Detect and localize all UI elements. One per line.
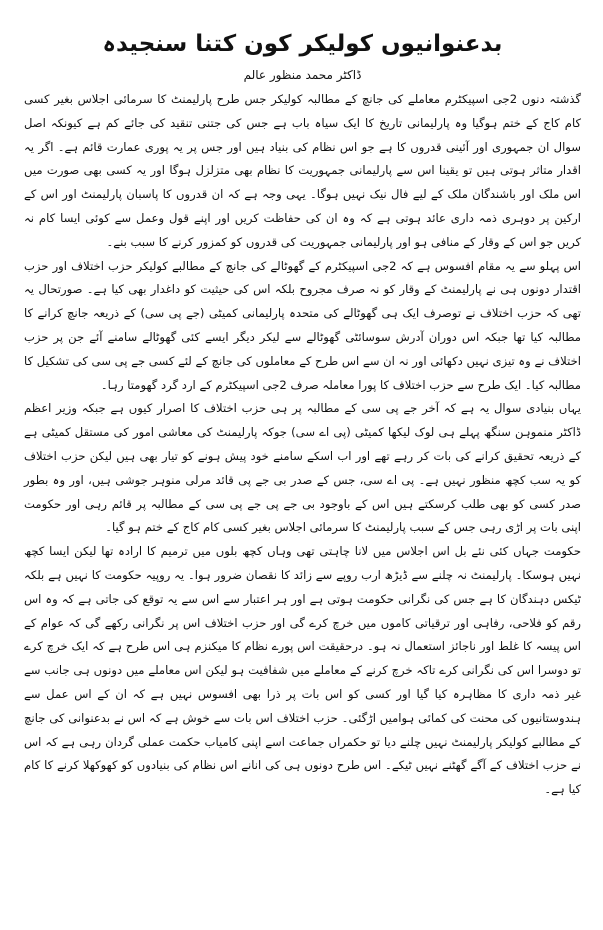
article-author: ڈاکٹر محمد منظور عالم (243, 68, 362, 82)
article-title: بدعنوانیوں کولیکر کون کتنا سنجیدہ (102, 31, 503, 57)
article-paragraph-2: اس پہلو سے یہ مقام افسوس ہے کہ 2جی اسپیکٹرم کے گھوٹالے کی جانچ کے مطالبے کولیکر حزب اختلاف اور حزب اقتدار دونوں ہی نے پارلیمنٹ کے وقار کو نہ صرف مجروح بلکہ اس کی حیثیت کو داغدار بھی کیا ہے۔ صورتحال یہ تھی کہ حزب اختلاف نے توصرف ایک ہی گھوٹالے کی متحدہ پارلیمانی کمیٹی (جے پی سی) کے ذریعہ جانچ کرانے کا مطالبہ کیا تھا جبکہ اس دوران آدرش سوسائٹی گھوٹالے سے لیکر دیگر ایسے کئی گھوٹالے سامنے آئے جن پر حزب اختلاف نے وہ تیزی نہیں دکھائی اور نہ ان سے اس طرح کے معاملوں کی جانچ کے لئے کسی جے پی سی کی تشکیل کا مطالبہ کیا۔ ایک طرح سے حزب اختلاف کا پورا معاملہ صرف 2جی اسپیکٹرم کے ارد گرد گھومتا رہا۔ (23, 258, 581, 392)
article-paragraph-4: حکومت جہاں کئی نئے بل اس اجلاس میں لانا چاہتی تھی وہاں کچھ بلوں میں ترمیم کا ارادہ تھا لیکن ایسا کچھ نہیں ہوسکا۔ پارلیمنٹ نہ چلنے سے ڈیڑھ ارب روپے سے زائد کا نقصان ضرور ہوا۔ یہ روپیہ حکومت کا نہیں ہے بلکہ ٹیکس دہندگان کا ہے جس کی نگرانی حکومت ہوتی ہے اور ہر اعتبار سے اس سے یہ توقع کی جاتی ہے کہ وہ اس رقم کو فلاحی، رفاہی اور ترقیاتی کاموں میں خرچ کرے گی اور حزب اختلاف اس پر نگرانی رکھے گی کہ عوام کے اس پیسہ کا غلط اور ناجائز استعمال نہ ہو۔ درحقیقت اس پورے نظام کا میکنزم ہی اس طرح ہے کہ ایک خرچ کرے تو دوسرا اس کی نگرانی کرے تاکہ خرچ کرنے کے معاملے میں شفافیت ہو لیکن اس معاملے میں دونوں ہی جانب سے غیر ذمہ داری کا مظاہرہ کیا گیا اور کسی کو اس بات پر ذرا بھی افسوس نہیں ہے کہ ان کے اس عمل سے ہندوستانیوں کی محنت کی کمائی ہوامیں اڑگئی۔ حزب اختلاف اس بات سے خوش ہے کہ اس نے بدعنوانی کی جانچ کے مطالبے کولیکر پارلیمنٹ نہیں چلنے دیا تو حکمراں جماعت اسے اپنی کامیاب حکمت عملی گردان رہی ہے کہ اس نے حزب اختلاف کے آگے گھٹنے نہیں ٹیکے۔ اس طرح دونوں ہی کی انانے اس نظام کی بنیادوں کو کھوکھلا کرنے کا کام کیا ہے۔ (24, 544, 581, 797)
article-paragraph-1: گذشتہ دنوں 2جی اسپیکٹرم معاملے کی جانچ کے مطالبہ کولیکر جس طرح پارلیمنٹ کا سرمائی اجلاس بغیر کسی کام کاج کے ختم ہوگیا وہ پارلیمانی تاریخ کا ایک سیاہ باب ہے جس کی جتنی تنقید کی جائے کم ہے کیونکہ اصل سوال ان جمہوری اور آئینی قدروں کا ہے جو اس نظام کی بنیاد ہیں اور جس پر یہ پوری عمارت قائم ہے۔ اگر یہ اقدار متاثر ہوتی ہیں تو یقینا اس سے پارلیمانی جمہوریت کا نظام بھی متزلزل ہوگا اور یہ کسی بھی صورت میں اس ملک اور باشندگان ملک کے لیے فال نیک نہیں ہوگا۔ یہی وجہ ہے کہ ان قدروں کا پاسبان پارلیمنٹ اور اس کے ارکین پر دوہری ذمہ داری عائد ہوتی ہے کہ وہ ان کی حفاظت کریں اور اپنے قول وعمل سے کوئی ایسا کام نہ کریں جو اس کے وقار کے منافی ہو اور پارلیمانی جمہوریت کی قدروں کو کمزور کرنے کا سبب بنے۔ (24, 92, 582, 249)
article-paragraph-3: یہاں بنیادی سوال یہ ہے کہ آخر جے پی سی کے مطالبہ پر ہی حزب اختلاف کا اصرار کیوں ہے جبکہ وزیر اعظم ڈاکٹر منموہن سنگھ پہلے ہی لوک لیکھا کمیٹی (پی اے سی) جوکہ پارلیمنٹ کی معاشی امور کی مستقل کمیٹی ہے کے ذریعہ تحقیق کرانے کی بات کر رہے تھے اور اب اسکے سامنے خود پیش ہونے کو تیار بھی ہیں لیکن حزب اختلاف کو یہ سب کچھ منظور نہیں ہے۔ پی اے سی، جس کے صدر بی جے پی قائد مرلی منوہر جوشی ہیں، اور وہ بطور صدر کسی کو بھی طلب کرسکتے ہیں اس کے باوجود بی جے پی جے پی سی کے مطالبہ پر قائم رہی اور حکومت اپنی بات پر اڑی رہی جس کے سبب پارلیمنٹ کا سرمائی اجلاس بغیر کسی کام کاج کے ختم ہو گیا۔ (24, 401, 581, 535)
